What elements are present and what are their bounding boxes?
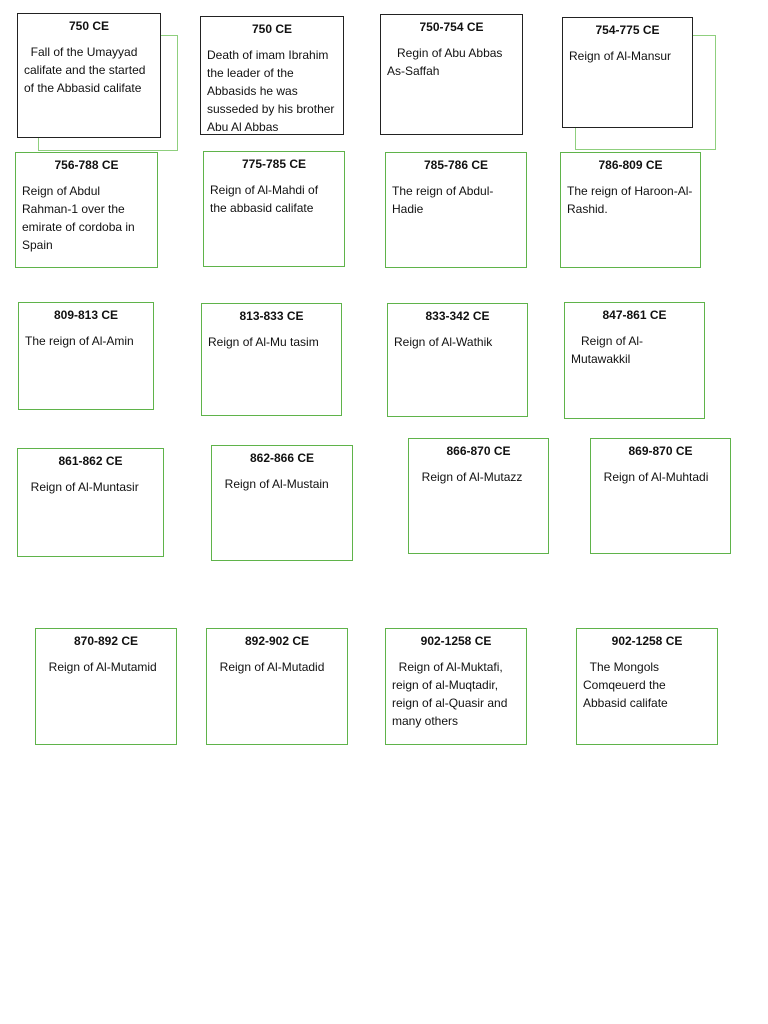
event-date: 750 CE xyxy=(68,19,110,33)
event-date: 786-809 CE xyxy=(598,158,663,172)
event-description: Reign of Al-Mutazz xyxy=(415,470,523,484)
event-date: 869-870 CE xyxy=(628,444,693,458)
timeline-box-1 xyxy=(17,13,161,138)
event-date: 754-775 CE xyxy=(595,23,660,37)
timeline-box-2 xyxy=(200,16,344,135)
timeline-box-8 xyxy=(560,152,701,268)
timeline-box-18 xyxy=(206,628,348,745)
event-date: 750 CE xyxy=(251,22,293,36)
event-description: The reign of Haroon-Al-Rashid. xyxy=(567,184,693,216)
event-date: 902-1258 CE xyxy=(420,634,492,648)
event-date: 750-754 CE xyxy=(419,20,484,34)
event-date: 785-786 CE xyxy=(423,158,489,172)
timeline-box-10 xyxy=(201,303,342,416)
event-date: 866-870 CE xyxy=(446,444,511,458)
timeline-box-7 xyxy=(385,152,527,268)
event-description: Reign of Al-Mutamid xyxy=(42,660,157,674)
event-description: Reign of Al-Mutadid xyxy=(213,660,325,674)
event-description: Reign of Al-Mansur xyxy=(569,49,672,63)
event-date: 862-866 CE xyxy=(249,451,315,465)
event-description: The reign of Abdul-Hadie xyxy=(392,184,494,216)
timeline-box-15 xyxy=(408,438,549,554)
timeline-box-6 xyxy=(203,151,345,267)
event-date: 775-785 CE xyxy=(241,157,307,171)
event-date: 861-862 CE xyxy=(58,454,123,468)
event-date: 892-902 CE xyxy=(244,634,310,648)
timeline-box-4 xyxy=(562,17,693,128)
timeline-box-16 xyxy=(590,438,731,554)
timeline-box-5 xyxy=(15,152,158,268)
event-description: The Mongols Comqeuerd the Abbasid califate xyxy=(583,660,669,710)
event-description: Reign of Al-Muntasir xyxy=(24,480,139,494)
timeline-box-20 xyxy=(576,628,718,745)
event-description: Reign of Al-Wathik xyxy=(394,335,493,349)
event-description: Fall of the Umayyad califate and the started of the Abbasid califate xyxy=(24,45,149,95)
event-date: 809-813 CE xyxy=(53,308,119,322)
timeline-box-19 xyxy=(385,628,527,745)
timeline-box-3 xyxy=(380,14,523,135)
event-description: Reign of Abdul Rahman-1 over the emirate of cordoba in Spain xyxy=(22,184,139,252)
timeline-box-17 xyxy=(35,628,177,745)
timeline-box-12 xyxy=(564,302,705,419)
event-description: Reign of Al-Muhtadi xyxy=(597,470,709,484)
event-date: 833-342 CE xyxy=(425,309,490,323)
event-description: Reign of Al-Mutawakkil xyxy=(571,334,644,366)
event-date: 870-892 CE xyxy=(73,634,139,648)
timeline-box-13 xyxy=(17,448,164,557)
event-description: Reign of Al-Muktafi, reign of al-Muqtadir, reign of al-Quasir and many others xyxy=(392,660,511,728)
event-description: Reign of Al-Mahdi of the abbasid califate xyxy=(210,183,322,215)
event-date: 813-833 CE xyxy=(239,309,304,323)
event-date: 902-1258 CE xyxy=(611,634,683,648)
event-description: Reign of Al-Mustain xyxy=(218,477,329,491)
timeline-box-14 xyxy=(211,445,353,561)
timeline-box-9 xyxy=(18,302,154,410)
event-description: Regin of Abu Abbas As-Saffah xyxy=(387,46,506,78)
event-date: 847-861 CE xyxy=(602,308,667,322)
event-date: 756-788 CE xyxy=(54,158,119,172)
event-description: The reign of Al-Amin xyxy=(25,334,134,348)
event-description: Reign of Al-Mu tasim xyxy=(208,335,319,349)
timeline-box-11 xyxy=(387,303,528,417)
event-description: Death of imam Ibrahim the leader of the Abbasids he was susseded by his brother Abu Al Abbas xyxy=(207,48,338,134)
